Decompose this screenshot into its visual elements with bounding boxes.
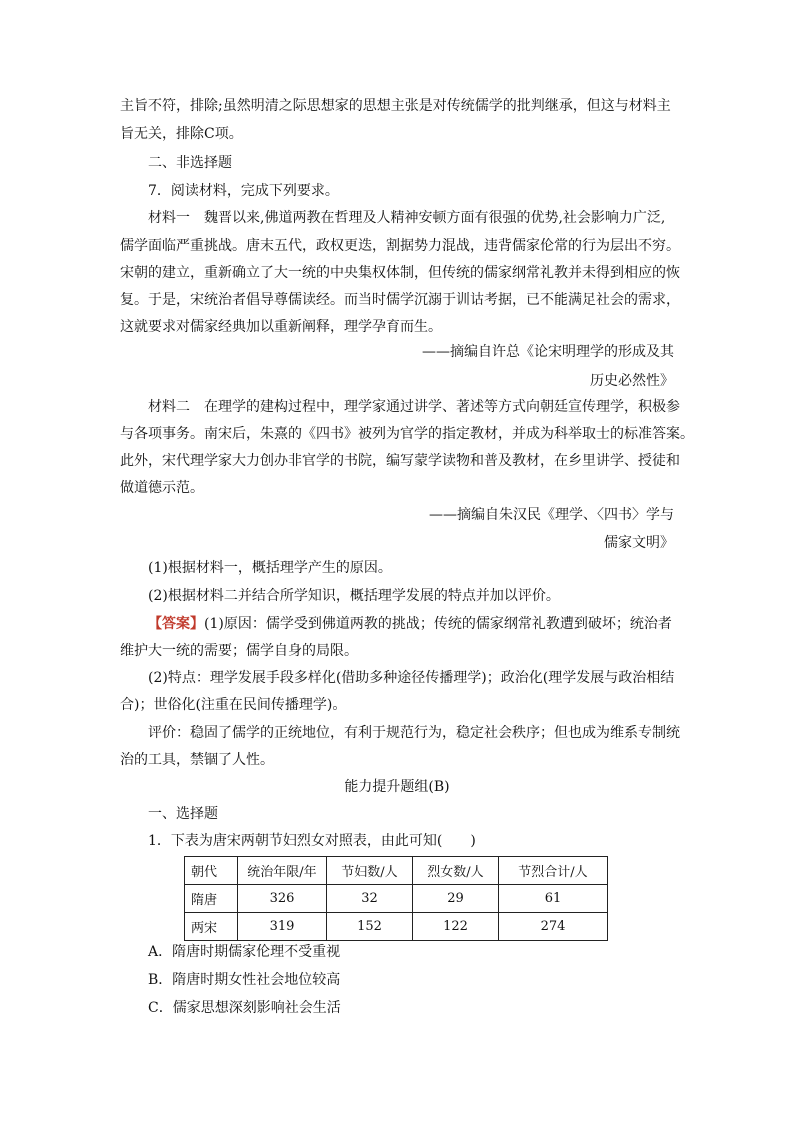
- sub-question: (2)根据材料二并结合所学知识，概括理学发展的特点并加以评价。: [148, 588, 560, 604]
- table-header-cell: 统治年限/年: [238, 857, 327, 885]
- table-cell: 隋唐: [185, 885, 238, 913]
- option-c: C．儒家思想深刻影响社会生活: [148, 1000, 341, 1016]
- text-line: 宋朝的建立，重新确立了大一统的中央集权体制，但传统的儒家纲常礼教并未得到相应的恢: [120, 265, 680, 281]
- text-line: 材料一 魏晋以来,佛道两教在哲理及人精神安顿方面有很强的优势,社会影响力广泛,: [148, 210, 666, 226]
- text-line: 维护大一统的需要；儒学自身的局限。: [120, 643, 358, 659]
- answer-text: (1)原因：儒学受到佛道两教的挑战；传统的儒家纲常礼教遭到破坏；统治者: [204, 616, 672, 632]
- section-heading: 二、非选择题: [148, 155, 232, 171]
- text-line: 复。于是，宋统治者倡导尊儒读经。而当时儒学沉溺于训诂考据，已不能满足社会的需求，: [120, 292, 680, 308]
- citation: ——摘编自朱汉民《理学、〈四书〉学与: [429, 507, 674, 523]
- table-header-cell: 朝代: [185, 857, 238, 885]
- option-a: A．隋唐时期儒家伦理不受重视: [148, 944, 341, 960]
- text-line: 与各项事务。南宋后，朱熹的《四书》被列为官学的指定教材，并成为科举取士的标准答案。: [120, 426, 694, 442]
- text-line: (2)特点：理学发展手段多样化(借助多种途径传播理学)；政治化(理学发展与政治相结: [148, 670, 675, 686]
- group-title: 能力提升题组(B): [344, 779, 450, 795]
- text-line: 主旨不符，排除;虽然明清之际思想家的思想主张是对传统儒学的批判继承，但这与材料主: [120, 98, 671, 114]
- citation: ——摘编自许总《论宋明理学的形成及其: [422, 344, 674, 360]
- table-header-row: [185, 857, 608, 885]
- text-line: 做道德示范。: [120, 480, 204, 496]
- text-line: 旨无关，排除C项。: [120, 126, 243, 142]
- table-header-cell: 烈女数/人: [413, 857, 499, 885]
- table-cell: 152: [327, 913, 413, 941]
- text-line: 材料二 在理学的建构过程中，理学家通过讲学、著述等方式向朝廷宣传理学，积极参: [148, 399, 680, 415]
- table-cell: 29: [413, 885, 499, 913]
- answer-line: [148, 614, 704, 634]
- table-cell: 122: [413, 913, 499, 941]
- table-header-cell: 节烈合计/人: [499, 857, 608, 885]
- text-line: 这就要求对儒家经典加以重新阐释，理学孕育而生。: [120, 319, 442, 335]
- text-line: 合)；世俗化(注重在民间传播理学)。: [120, 697, 347, 713]
- table-cell: 两宋: [185, 913, 238, 941]
- question-title: 7．阅读材料，完成下列要求。: [148, 183, 339, 199]
- table-cell: 274: [499, 913, 608, 941]
- citation: 儒家文明》: [604, 535, 674, 551]
- option-b: B．隋唐时期女性社会地位较高: [148, 972, 341, 988]
- section-heading: 一、选择题: [148, 806, 218, 822]
- citation: 历史必然性》: [590, 373, 674, 389]
- table-cell: 32: [327, 885, 413, 913]
- question-title: 1．下表为唐宋两朝节妇烈女对照表，由此可知( ): [148, 833, 476, 849]
- text-line: 儒学面临严重挑战。唐末五代，政权更迭，割据势力混战，违背儒家伦常的行为层出不穷。: [120, 238, 680, 254]
- table-cell: 326: [238, 885, 327, 913]
- text-line: 此外，宋代理学家大力创办非官学的书院，编写蒙学读物和普及教材，在乡里讲学、授徒和: [120, 453, 680, 469]
- sub-question: (1)根据材料一，概括理学产生的原因。: [148, 560, 392, 576]
- data-table: [184, 856, 608, 941]
- answer-tag: 【答案】: [148, 616, 204, 632]
- text-line: 治的工具，禁锢了人性。: [120, 752, 274, 768]
- table-header-cell: 节妇数/人: [327, 857, 413, 885]
- table-cell: 61: [499, 885, 608, 913]
- table-row: [185, 913, 608, 941]
- table-cell: 319: [238, 913, 327, 941]
- text-line: 评价：稳固了儒学的正统地位，有利于规范行为，稳定社会秩序；但也成为维系专制统: [148, 725, 680, 741]
- table-row: [185, 885, 608, 913]
